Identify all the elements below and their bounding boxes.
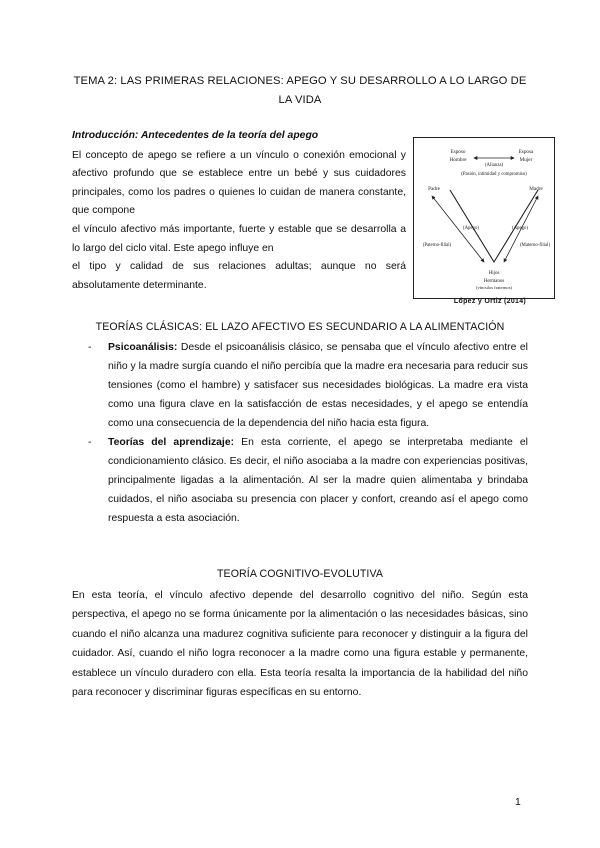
intro-section bbox=[72, 127, 406, 295]
label-fraternos: (vínculos fraternos) bbox=[475, 285, 513, 290]
list-item bbox=[88, 433, 528, 528]
attachment-triangle-diagram bbox=[414, 138, 554, 298]
label-hijos: Hijos bbox=[488, 271, 500, 276]
intro-paragraph-2: el vínculo afectivo más importante, fuerte y estable que se desarrolla a lo largo del ciclo vital. Este apego influye en bbox=[72, 223, 406, 254]
list-dash: - bbox=[88, 342, 92, 353]
label-padre: Padre bbox=[428, 186, 440, 192]
list-dash: - bbox=[88, 437, 92, 448]
classic-theories-list bbox=[88, 338, 528, 528]
cognitive-theory-paragraph: En esta teoría, el vínculo afectivo depende del desarrollo cognitivo del niño. Según esta perspectiva, el apego no se forma únicamente por la alimentación o las necesidades básicas, sino cuando el niño alcanza una madurez cognitiva suficiente para reconocer y distinguir a la figura del cuidador. Así, cuando el niño logra reconocer a la madre como una figura estable y permanente, establece un vínculo duradero con ella. Esta teoría resalta la importancia de la habilidad del niño para reconocer y discriminar figuras específicas en su entorno. bbox=[72, 590, 528, 699]
label-apego-right: (Apego) bbox=[512, 226, 528, 231]
label-hombre: Hombre bbox=[449, 157, 467, 163]
item-text: Desde el psicoanálisis clásico, se pensaba que el vínculo afectivo entre el niño y la madre surgía cuando el niño percibía que la madre era necesaria para reducir sus tensiones (como el hambre) y satisfacer sus necesidades biológicas. La madre era vista como una figura clave en la satisfacción de estas necesidades, y el apego se entendía como una consecuencia de la dependencia del niño hacia esta figura. bbox=[108, 342, 528, 429]
classic-theories-heading: TEORÍAS CLÁSICAS: EL LAZO AFECTIVO ES SECUNDARIO A LA ALIMENTACIÓN bbox=[95, 321, 505, 333]
label-apego-left: (Apego) bbox=[463, 226, 479, 231]
label-mujer: Mujer bbox=[519, 157, 533, 163]
title-line-1: TEMA 2: LAS PRIMERAS RELACIONES: APEGO Y SU DESARROLLO A LO LARGO DE bbox=[73, 75, 527, 87]
page-title bbox=[60, 72, 540, 110]
item-label: Teorías del aprendizaje: bbox=[108, 437, 235, 448]
figure-caption: López y Ortiz (2014) bbox=[453, 298, 527, 305]
label-alianza: (Alianza) bbox=[484, 163, 504, 168]
label-hermanos: Hermanos bbox=[483, 279, 505, 284]
list-item bbox=[88, 338, 528, 433]
intro-heading: Introducción: Antecedentes de la teoría del apego bbox=[72, 130, 319, 141]
label-esposa: Esposa bbox=[518, 149, 534, 155]
label-madre: Madre bbox=[529, 186, 543, 192]
label-pasion: (Pasión, intimidad y compromiso) bbox=[461, 172, 527, 177]
item-text: En esta corriente, el apego se interpretaba mediante el condicionamiento clásico. Es decir, el niño asociaba a la madre con experiencias positivas, principalmente ligadas a la alimentación. Al ser la madre quien alimentaba y brindaba cuidados, el niño asociaba su presencia con placer y confort, creando así el apego como respuesta a esta asociación. bbox=[108, 437, 528, 524]
intro-paragraph-1: El concepto de apego se refiere a un vínculo o conexión emocional y afectivo profundo que se establece entre un bebé y sus cuidadores principales, como los padres o quienes lo cuidan de manera constante, que compone bbox=[72, 149, 406, 217]
cognitive-theory-heading: TEORÍA COGNITIVO-EVOLUTIVA bbox=[216, 568, 384, 580]
title-line-2: LA VIDA bbox=[278, 94, 322, 106]
label-esposo: Esposo bbox=[450, 149, 466, 155]
label-paterno-filial: (Paterno-filial) bbox=[422, 243, 452, 248]
label-materno-filial: (Materno-filial) bbox=[519, 243, 551, 248]
item-label: Psicoanálisis: bbox=[108, 342, 178, 353]
intro-paragraph-3: el tipo y calidad de sus relaciones adultas; aunque no será absolutamente determinante. bbox=[72, 261, 406, 291]
attachment-diagram bbox=[413, 137, 555, 299]
page-number: 1 bbox=[515, 797, 521, 808]
